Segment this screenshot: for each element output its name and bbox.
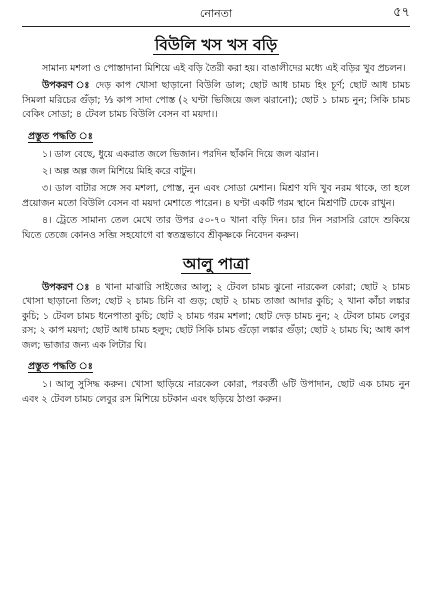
page-header	[22, 0, 410, 27]
recipe-title-text: বিউলি খস খস বড়ি	[154, 36, 278, 54]
ingredients-paragraph	[22, 281, 410, 353]
recipe-title-text: আলু পাত্রা	[183, 255, 249, 274]
ingredients-text: ৪ খানা মাঝারি সাইজের আলু; ২ টেবল চামচ ঝুনো নারকেল কোরা; ছোট ২ চামচ খোসা ছাড়ানো তিল; ছোট ২ চামচ চিনি বা গুড়; ছোট ২ চামচ তাজা আদার কুচি; ২ খানা কাঁচা লঙ্কার কুচি; ১ টেবল চামচ ধনেপাতা কুচি; ছোট ২ চামচ গরম মশলা; ছোট দেড় চামচ নুন; ২ টেবল চামচ লেবুর রস; ২ কাপ ময়দা; ছোট আধ চামচ হলুদ; ছোট সিকি চামচ গুঁড়ো লঙ্কার গুঁড়া; ছোট ২ চামচ ঘি; আধ কাপ জল; ভাজার জন্য এক লিটার ঘি।	[22, 282, 410, 351]
page-number: ৫৭	[393, 5, 410, 20]
ingredients-label: উপকরণ ঃ	[42, 282, 91, 294]
method-label: প্রস্তুত পদ্ধতি ঃ	[28, 361, 93, 373]
ingredients-label: উপকরণ ঃ	[42, 80, 91, 92]
method-label: প্রস্তুত পদ্ধতি ঃ	[28, 130, 93, 142]
recipe-intro: সামান্য মশলা ও পোস্তাদানা মিশিয়ে এই বড়ি তৈরী করা হয়। বাঙালীদের মধ্যে এই বড়ির খুব প্রচলন।	[42, 63, 406, 74]
step-item: ২। অল্প অল্প জল মিশিয়ে মিহি করে বাটুন।	[42, 166, 196, 178]
ingredients-paragraph	[22, 79, 410, 122]
ingredients-text: দেড় কাপ খোসা ছাড়ানো বিউলি ডাল; ছোট আধ চামচ হিং চূর্ণ; ছোট আধ চামচ সিমলা মরিচের গুঁড়া; ⅓ কাপ সাদা পোস্ত (২ ঘণ্টা ভিজিয়ে জল ঝরানো); ছোট ১ চামচ নুন; সিকি চামচ বেকিং সোডা; ৪ টেবল চামচ বিউলি বেসন বা ময়দা।।	[22, 80, 410, 121]
recipe-title-alu-patra	[22, 255, 410, 274]
method-heading	[28, 360, 410, 374]
recipe-title-biuli-bori	[22, 36, 410, 55]
step-item: ৪। ট্রেতে সামান্য তেল মেখে তার উপর ৫০-৭০ খানা বড়ি দিন। চার দিন সরাসরি রোদে শুকিয়ে ঘিতে তেজে কোনও সব্জি সহযোগে বা স্বতন্ত্রভাবে শ্রীকৃষ্ণকে নিবেদন করুন।	[22, 215, 410, 241]
method-heading	[28, 130, 410, 144]
step-item: ১। আলু সুসিদ্ধ করুন। খোসা ছাড়িয়ে নারকেল কোরা, পরবর্তী ৬টি উপাদান, ছোট এক চামচ নুন এবং ২ টেবল চামচ লেবুর রস মিশিয়ে চটকান এবং ছড়িয়ে ঠাণ্ডা করুন।	[22, 379, 410, 405]
step-item: ৩। ডাল বাটার সঙ্গে সব মশলা, পোস্ত, নুন এবং সোডা মেশান। মিশ্রণ যদি খুব নরম থাকে, তা হলে প্রয়োজন মতো বিউলি বেসন বা ময়দা মেশাতে পারেন। ৪ ঘণ্টা একটি গরম স্থানে মিশ্রণটি ঢেকে রাখুন।	[22, 183, 410, 209]
running-title: নোনতা	[199, 7, 233, 20]
step-item: ১। ডাল বেছে, ধুয়ে একরাত জলে ভিজান। পরদিন ছাঁকনি দিয়ে জল ঝরান।	[42, 148, 319, 160]
